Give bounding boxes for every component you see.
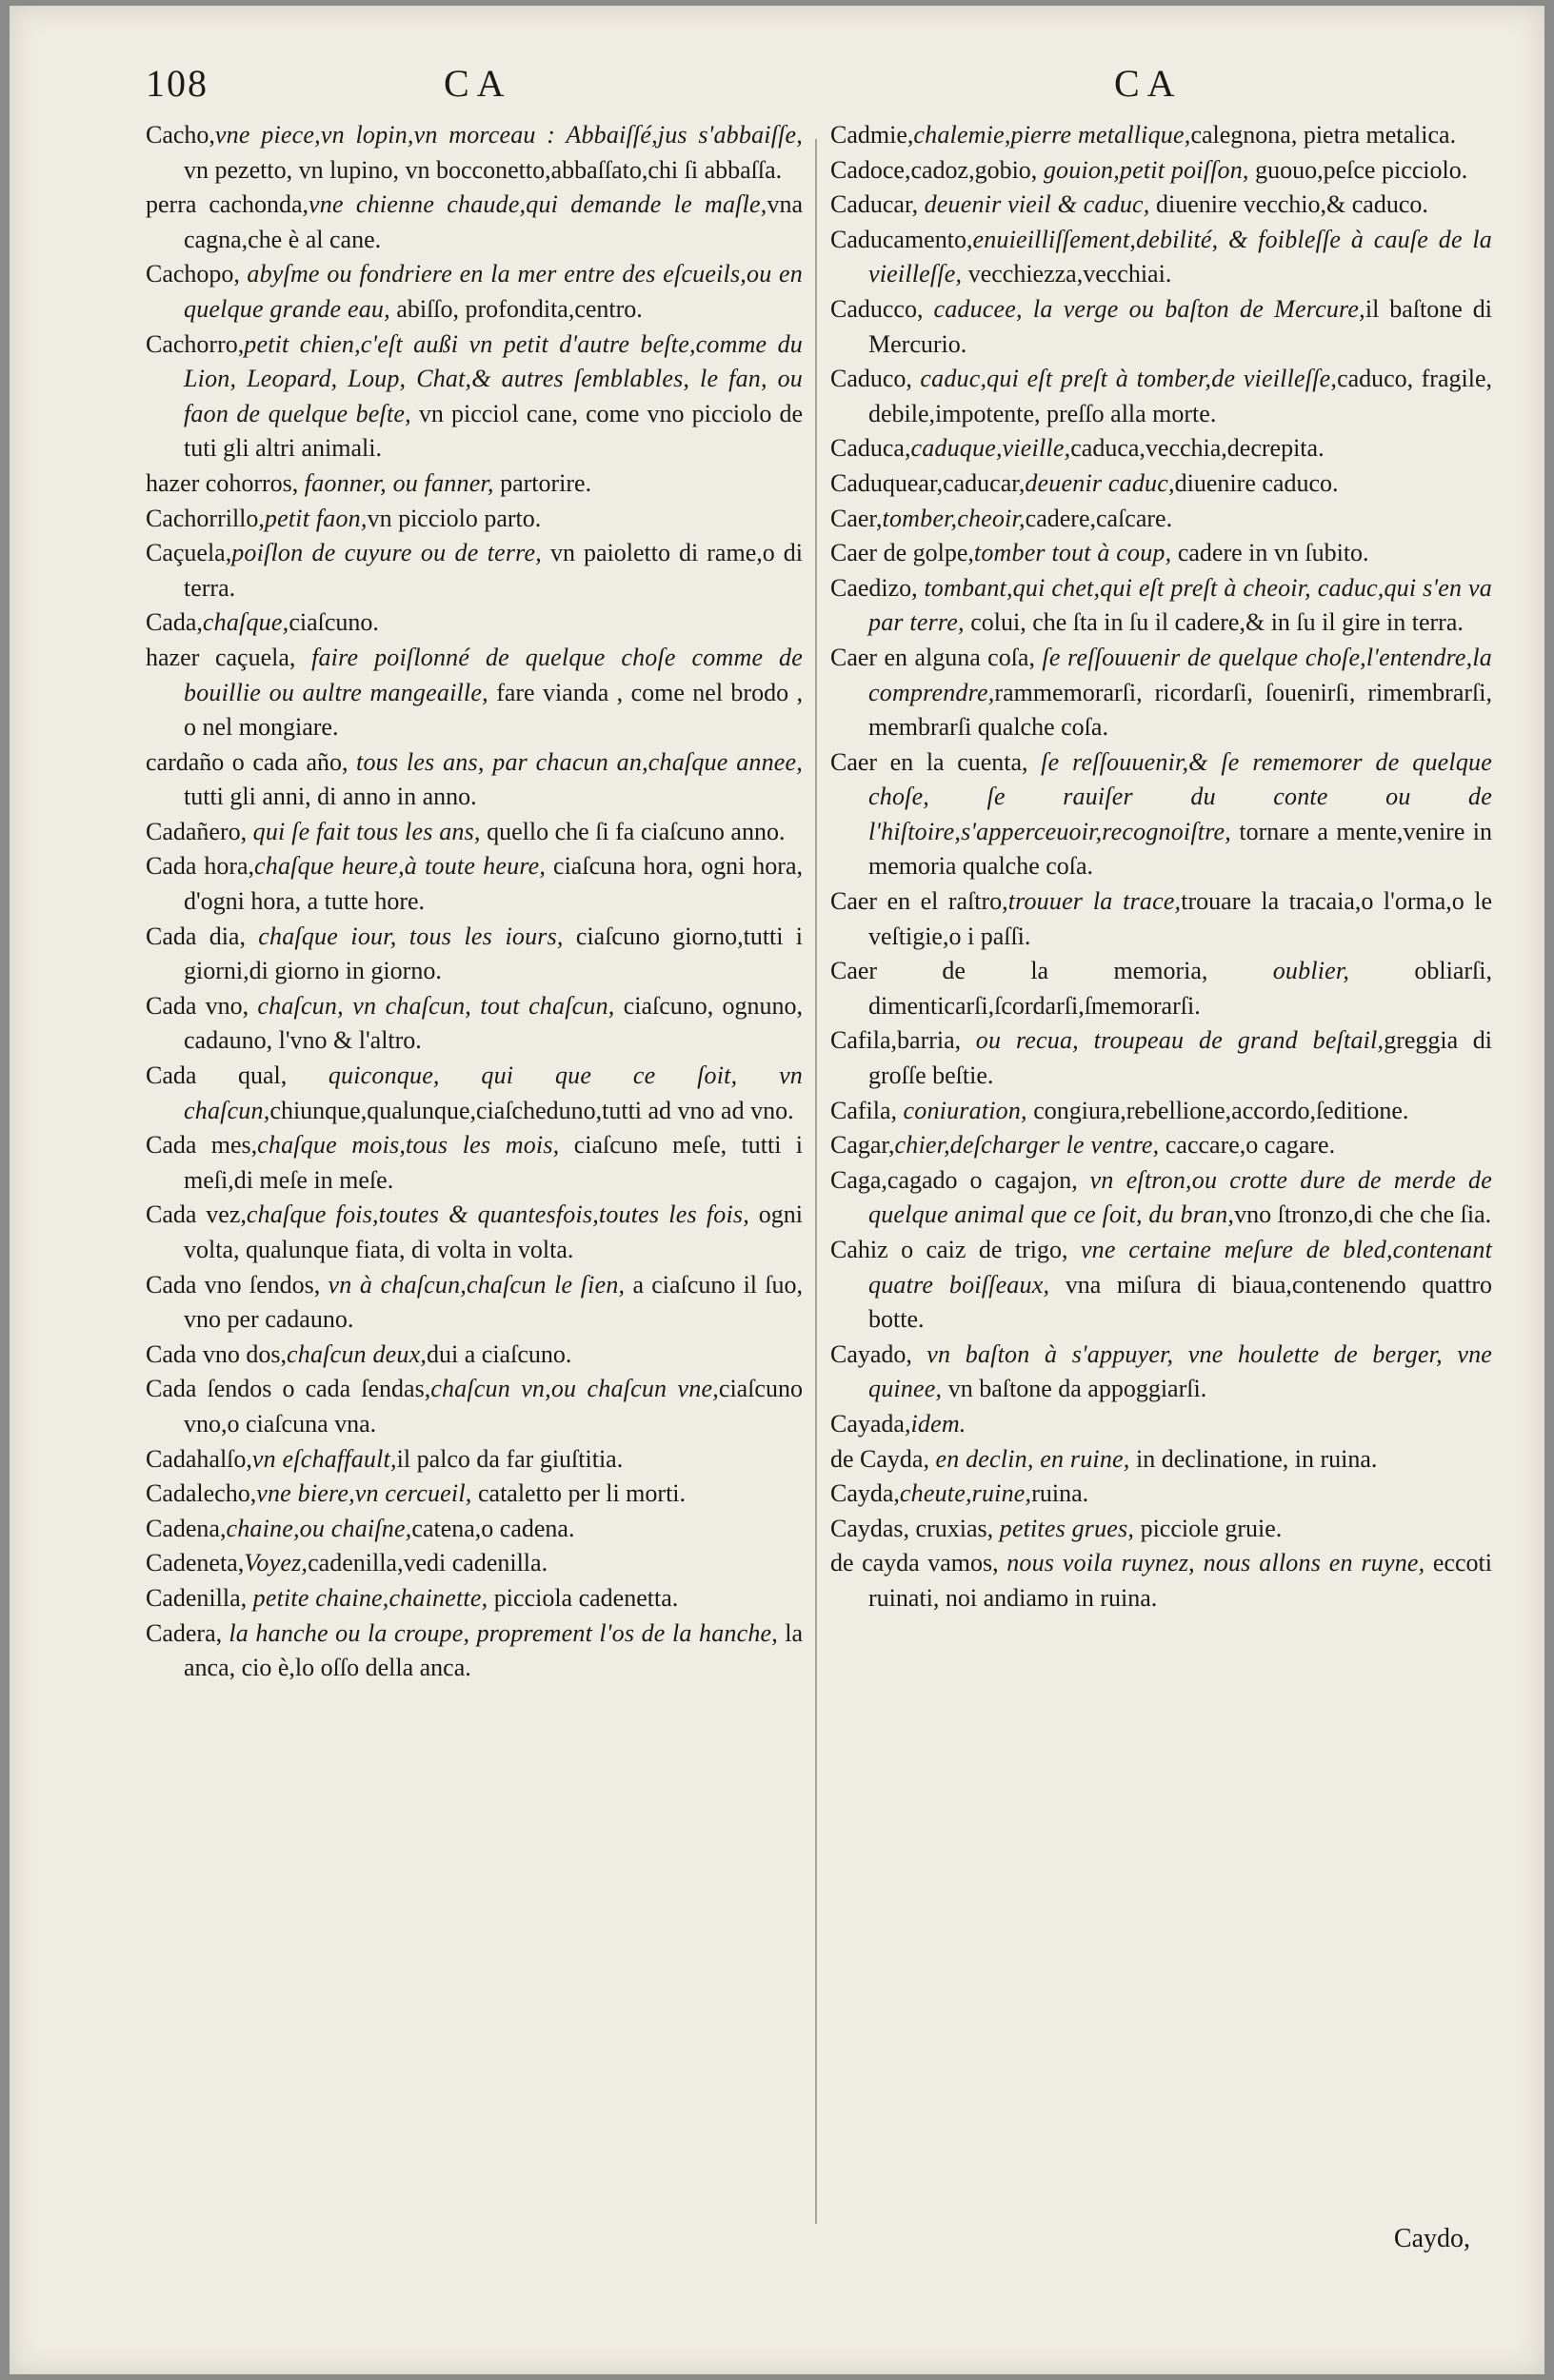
- italian-gloss: quello che ſi fa ciaſcuno anno.: [480, 817, 786, 845]
- italian-gloss: eccoti ruinati, noi andiamo in ruina.: [868, 1549, 1492, 1612]
- french-gloss: vn eſtron,ou crotte dure de merde de quelque animal que ce ſoit, du bran,: [868, 1165, 1492, 1229]
- french-gloss: petit chien,c'eſt außi vn petit d'autre beſte,comme du Lion, Leopard, Loup, Chat,& autres ſemblables, le fan, ou faon de quelque beſte,: [184, 329, 803, 427]
- italian-gloss: colui, che ſta in ſu il cadere,& in ſu il gire in terra.: [964, 608, 1464, 637]
- headword: Cafila,: [830, 1096, 904, 1124]
- headword: Cacho,: [146, 121, 215, 149]
- dictionary-entry: [146, 1477, 803, 1512]
- italian-gloss: vna miſura di biaua,contenendo quattro botte.: [868, 1270, 1492, 1334]
- french-gloss: ou recua, troupeau de grand beſtail,: [975, 1026, 1385, 1055]
- headword: perra cachonda,: [146, 190, 309, 219]
- italian-gloss: rammemorarſi, ricordarſi, ſouenirſi, rimembrarſi, membrarſi qualche coſa.: [868, 678, 1492, 742]
- headword: Caedizo,: [830, 573, 925, 602]
- italian-gloss: dui a ciaſcuno.: [427, 1339, 572, 1368]
- headword: Cadoce,cadoz,gobio,: [830, 155, 1044, 184]
- headword: Caer en alguna coſa,: [830, 643, 1043, 671]
- dictionary-entry: [830, 466, 1492, 502]
- dictionary-entry: [830, 1338, 1492, 1407]
- headword: Cayada,: [830, 1409, 911, 1438]
- french-gloss: petites grues,: [999, 1514, 1135, 1542]
- italian-gloss: caduco, fragile, debile,impotente, preſſo alla morte.: [868, 365, 1492, 427]
- page-number: 108: [146, 62, 209, 105]
- headword: Cahiz o caiz de trigo,: [830, 1236, 1081, 1263]
- column-divider: [815, 139, 817, 2224]
- dictionary-entry: [146, 920, 803, 989]
- headword: Caydas, cruxias,: [830, 1514, 1000, 1542]
- right-column: [830, 118, 1492, 1616]
- headword: Cadmie,: [830, 121, 914, 149]
- french-gloss: idem.: [910, 1409, 966, 1438]
- french-gloss: oublier,: [1272, 957, 1350, 985]
- french-gloss: coniuration,: [903, 1096, 1027, 1124]
- headword: de cayda vamos,: [830, 1549, 1007, 1577]
- italian-gloss: chiunque,qualunque,ciaſcheduno,tutti ad vno ad vno.: [269, 1096, 794, 1124]
- dictionary-entry: [830, 536, 1492, 571]
- dictionary-entry: [830, 362, 1492, 431]
- headword: Cachorrillo,: [146, 504, 265, 532]
- french-gloss: deuenir vieil & caduc,: [924, 190, 1150, 219]
- headword: Caga,cagado o cagajon,: [830, 1165, 1090, 1194]
- dictionary-entry: [830, 153, 1492, 188]
- dictionary-entry: [830, 884, 1492, 954]
- headword: hazer cohorros,: [146, 468, 305, 497]
- italian-gloss: ciaſcuno, ognuno, cadauno, l'vno & l'altro.: [184, 991, 804, 1055]
- italian-gloss: fare vianda , come nel brodo , o nel mongiare.: [184, 678, 803, 742]
- headword: Caduco,: [830, 365, 921, 393]
- dictionary-entry: [146, 257, 803, 327]
- dictionary-entry: [146, 1338, 803, 1373]
- italian-gloss: picciola cadenetta.: [488, 1583, 679, 1612]
- dictionary-entry: [830, 954, 1492, 1023]
- italian-gloss: vn baſtone da appoggiarſi.: [942, 1375, 1207, 1403]
- headword: Caer en la cuenta,: [830, 747, 1042, 776]
- french-gloss: vn eſchaffault,: [251, 1444, 397, 1473]
- italian-gloss: la anca, cio è,lo oſſo della anca.: [184, 1618, 804, 1682]
- dictionary-page: [10, 6, 1544, 2374]
- french-gloss: vne certaine meſure de bled,contenant quatre boiſſeaux,: [868, 1236, 1493, 1299]
- french-gloss: vne chienne chaude,qui demande le maſle,: [309, 190, 767, 219]
- italian-gloss: cadere,caſcare.: [1025, 504, 1173, 532]
- italian-gloss: ruina.: [1031, 1479, 1089, 1508]
- italian-gloss: ciaſcuna hora, ogni hora, d'ogni hora, a tutte hore.: [184, 852, 803, 916]
- french-gloss: Voyez,: [244, 1549, 309, 1577]
- dictionary-entry: [830, 118, 1492, 153]
- headword: Caer de golpe,: [830, 539, 974, 567]
- dictionary-entry: [146, 1512, 803, 1547]
- left-column: [146, 118, 803, 1686]
- french-gloss: faonner, ou fanner,: [304, 468, 494, 497]
- french-gloss: tomber,cheoir,: [882, 504, 1026, 532]
- dictionary-entry: [830, 1233, 1492, 1338]
- italian-gloss: cadenilla,vedi cadenilla.: [308, 1549, 548, 1577]
- french-gloss: caduque,vieille,: [910, 434, 1071, 463]
- headword: Cagar,: [830, 1131, 895, 1160]
- italian-gloss: partorire.: [493, 468, 592, 497]
- french-gloss: nous voila ruynez, nous allons en ruyne,: [1006, 1549, 1425, 1577]
- headword: Caducamento,: [830, 225, 973, 253]
- dictionary-entry: [146, 188, 803, 257]
- headword: Cada vno dos,: [146, 1339, 288, 1368]
- italian-gloss: cadere in vn ſubito.: [1171, 539, 1369, 567]
- italian-gloss: vn picciolo parto.: [367, 504, 542, 532]
- french-gloss: vn baſton à s'appuyer, vne houlette de berger, vne quinee,: [868, 1339, 1493, 1403]
- right-running-head: CA: [1114, 62, 1183, 105]
- italian-gloss: vna cagna,che è al cane.: [184, 190, 803, 253]
- italian-gloss: diuenire caduco.: [1174, 468, 1339, 497]
- french-gloss: chaſcun deux,: [287, 1339, 428, 1368]
- italian-gloss: vno ſtronzo,di che che ſia.: [1234, 1200, 1492, 1229]
- french-gloss: ſe reſſouuenir de quelque choſe,l'entendre,la comprendre,: [868, 643, 1492, 706]
- italian-gloss: il baſtone di Mercurio.: [868, 294, 1493, 358]
- headword: Cadeneta,: [146, 1549, 245, 1577]
- french-gloss: cheute,ruine,: [899, 1479, 1032, 1508]
- dictionary-entry: [146, 1442, 803, 1478]
- catchword: Caydo,: [1393, 2224, 1470, 2253]
- italian-gloss: il palco da far giuſtitia.: [396, 1444, 624, 1473]
- headword: Cada dia,: [146, 922, 259, 950]
- dictionary-entry: [830, 223, 1492, 292]
- italian-gloss: guouo,peſce picciolo.: [1248, 155, 1468, 184]
- headword: Caer,: [830, 504, 883, 532]
- italian-gloss: ogni volta, qualunque fiata, di volta in volta.: [184, 1200, 803, 1263]
- italian-gloss: greggia di groſſe beſtie.: [868, 1026, 1492, 1090]
- italian-gloss: cataletto per li morti.: [471, 1479, 687, 1508]
- dictionary-entry: [830, 571, 1492, 641]
- headword: Cachopo,: [146, 260, 248, 288]
- headword: Cada hora,: [146, 852, 255, 881]
- dictionary-entry: [146, 815, 803, 850]
- dictionary-entry: [830, 1477, 1492, 1512]
- french-gloss: caduc,qui eſt preſt à tomber,de vieilleſſe,: [920, 365, 1338, 393]
- headword: cardaño o cada año,: [146, 747, 357, 776]
- dictionary-entry: [146, 536, 803, 605]
- french-gloss: chaine,ou chaiſne,: [226, 1514, 412, 1542]
- french-gloss: vne biere,vn cercueil,: [256, 1479, 472, 1508]
- french-gloss: enuieilliſſement,debilité, & foibleſſe à cauſe de la vieilleſſe,: [868, 225, 1492, 288]
- french-gloss: quiconque, qui que ce ſoit, vn chaſcun,: [184, 1061, 804, 1124]
- italian-gloss: in declinatione, in ruina.: [1129, 1444, 1378, 1473]
- dictionary-entry: [146, 1198, 803, 1267]
- dictionary-entry: [146, 502, 803, 537]
- french-gloss: abyſme ou fondriere en la mer entre des eſcueils,ou en quelque grande eau,: [184, 260, 803, 323]
- french-gloss: chier,deſcharger le ventre,: [894, 1131, 1160, 1160]
- headword: Cada qual,: [146, 1061, 329, 1090]
- italian-gloss: vn pezetto, vn lupino, vn bocconetto,abbaſſato,chi ſi abbaſſa.: [184, 155, 783, 184]
- dictionary-entry: [146, 1059, 803, 1128]
- italian-gloss: ciaſcuno meſe, tutti i meſi,di meſe in meſe.: [184, 1131, 803, 1194]
- headword: Cadenilla,: [146, 1583, 253, 1612]
- french-gloss: petite chaine,chainette,: [252, 1583, 488, 1612]
- italian-gloss: a ciaſcuno il ſuo, vno per cadauno.: [184, 1270, 803, 1334]
- dictionary-entry: [146, 605, 803, 641]
- italian-gloss: ciaſcuno vno,o ciaſcuna vna.: [184, 1375, 803, 1438]
- headword: Caducar,: [830, 190, 925, 219]
- headword: Cada mes,: [146, 1131, 258, 1160]
- headword: de Cayda,: [830, 1444, 936, 1473]
- headword: hazer caçuela,: [146, 643, 312, 671]
- french-gloss: chaſcun, vn chaſcun, tout chaſcun,: [257, 991, 615, 1020]
- headword: Cada ſendos o cada ſendas,: [146, 1375, 431, 1403]
- dictionary-entry: [146, 989, 803, 1059]
- headword: Caer de la memoria,: [830, 957, 1273, 985]
- french-gloss: chaſque iour, tous les iours,: [258, 922, 564, 950]
- headword: Cadalecho,: [146, 1479, 257, 1508]
- headword: Cada vno,: [146, 991, 258, 1020]
- running-head: [10, 61, 1544, 109]
- headword: Cayado,: [830, 1339, 927, 1368]
- french-gloss: chaſcun vn,ou chaſcun vne,: [430, 1375, 719, 1403]
- dictionary-entry: [830, 188, 1492, 223]
- headword: Cafila,barria,: [830, 1026, 976, 1055]
- french-gloss: tomber tout à coup,: [973, 539, 1172, 567]
- headword: Caer en el raſtro,: [830, 887, 1008, 916]
- headword: Caducco,: [830, 294, 934, 323]
- french-gloss: qui ſe fait tous les ans,: [252, 817, 481, 845]
- headword: Cayda,: [830, 1479, 900, 1508]
- headword: Cada vno ſendos,: [146, 1270, 329, 1299]
- headword: Cadena,: [146, 1514, 227, 1542]
- italian-gloss: abiſſo, profondita,centro.: [389, 294, 643, 323]
- dictionary-entry: [830, 1094, 1492, 1129]
- dictionary-entry: [146, 1128, 803, 1198]
- italian-gloss: caduca,vecchia,decrepita.: [1070, 434, 1325, 463]
- italian-gloss: tutti gli anni, di anno in anno.: [184, 783, 477, 811]
- dictionary-entry: [146, 327, 803, 466]
- headword: Caçuela,: [146, 539, 232, 567]
- dictionary-entry: [830, 502, 1492, 537]
- dictionary-entry: [830, 641, 1492, 745]
- headword: Cachorro,: [146, 329, 245, 358]
- french-gloss: tombant,qui chet,qui eſt preſt à cheoir, caduc,qui s'en va par terre,: [868, 573, 1492, 637]
- italian-gloss: obliarſi, dimenticarſi,ſcordarſi,ſmemorarſi.: [868, 957, 1492, 1020]
- french-gloss: deuenir caduc,: [1025, 468, 1175, 497]
- italian-gloss: ciaſcuno.: [289, 608, 379, 637]
- italian-gloss: trouare la tracaia,o l'orma,o le veſtigie,o i paſſi.: [868, 887, 1492, 950]
- dictionary-entry: [146, 745, 803, 815]
- dictionary-entry: [146, 1546, 803, 1581]
- dictionary-entry: [830, 1128, 1492, 1163]
- dictionary-entry: [146, 1372, 803, 1441]
- dictionary-entry: [830, 745, 1492, 884]
- dictionary-entry: [830, 1163, 1492, 1233]
- french-gloss: faire poiſlonné de quelque choſe comme de bouillie ou aultre mangeaille,: [184, 643, 804, 706]
- french-gloss: en declin, en ruine,: [935, 1444, 1130, 1473]
- italian-gloss: congiura,rebellione,accordo,ſeditione.: [1026, 1096, 1409, 1124]
- headword: Cada,: [146, 608, 203, 637]
- dictionary-entry: [146, 1581, 803, 1616]
- french-gloss: petit faon,: [264, 504, 368, 532]
- headword: Cada vez,: [146, 1200, 247, 1229]
- dictionary-entry: [830, 1023, 1492, 1093]
- french-gloss: chaſque mois,tous les mois,: [257, 1131, 560, 1160]
- french-gloss: vne piece,vn lopin,vn morceau : Abbaiſſé,jus s'abbaiſſe,: [214, 121, 803, 149]
- italian-gloss: picciole gruie.: [1134, 1514, 1283, 1542]
- french-gloss: poiſlon de cuyure ou de terre,: [231, 539, 542, 567]
- italian-gloss: tornare a mente,venire in memoria qualche coſa.: [868, 817, 1492, 881]
- french-gloss: vn à chaſcun,chaſcun le ſien,: [328, 1270, 626, 1299]
- french-gloss: trouuer la trace,: [1007, 887, 1182, 916]
- dictionary-entry: [830, 1512, 1492, 1547]
- french-gloss: caducee, la verge ou baſton de Mercure,: [933, 294, 1365, 323]
- italian-gloss: vecchiezza,vecchiai.: [962, 260, 1172, 288]
- french-gloss: chaſque,: [202, 608, 289, 637]
- dictionary-entry: [830, 1442, 1492, 1478]
- headword: Cadera,: [146, 1618, 229, 1647]
- italian-gloss: ciaſcuno giorno,tutti i giorni,di giorno in giorno.: [184, 922, 804, 985]
- dictionary-entry: [146, 1616, 803, 1686]
- dictionary-entry: [146, 466, 803, 502]
- left-running-head: CA: [444, 62, 512, 105]
- headword: Cadahalſo,: [146, 1444, 252, 1473]
- dictionary-entry: [146, 849, 803, 919]
- headword: Caduquear,caducar,: [830, 468, 1026, 497]
- italian-gloss: catena,o cadena.: [411, 1514, 575, 1542]
- french-gloss: chaſque heure,à toute heure,: [254, 852, 547, 881]
- dictionary-entry: [146, 1268, 803, 1338]
- italian-gloss: calegnona, pietra metalica.: [1190, 121, 1457, 149]
- italian-gloss: vn paioletto di rame,o di terra.: [184, 539, 803, 602]
- french-gloss: tous les ans, par chacun an,chaſque annee,: [356, 747, 803, 776]
- dictionary-entry: [830, 1407, 1492, 1442]
- italian-gloss: diuenire vecchio,& caduco.: [1149, 190, 1428, 219]
- dictionary-entry: [830, 292, 1492, 362]
- french-gloss: chalemie,pierre metallique,: [913, 121, 1191, 149]
- french-gloss: la hanche ou la croupe, proprement l'os de la hanche,: [229, 1618, 778, 1647]
- italian-gloss: caccare,o cagare.: [1159, 1131, 1336, 1160]
- dictionary-entry: [146, 118, 803, 188]
- headword: Caduca,: [830, 434, 911, 463]
- italian-gloss: vn picciol cane, come vno picciolo de tuti gli altri animali.: [184, 399, 804, 463]
- dictionary-entry: [830, 431, 1492, 466]
- dictionary-entry: [146, 641, 803, 745]
- french-gloss: ſe reſſouuenir,& ſe rememorer de quelque choſe, ſe rauiſer du conte ou de l'hiſtoire,s'apperceuoir,recognoiſtre,: [868, 747, 1492, 845]
- french-gloss: chaſque fois,toutes & quantesfois,toutes les fois,: [246, 1200, 749, 1229]
- french-gloss: gouion,petit poiſſon,: [1043, 155, 1249, 184]
- dictionary-entry: [830, 1546, 1492, 1616]
- headword: Cadañero,: [146, 817, 253, 845]
